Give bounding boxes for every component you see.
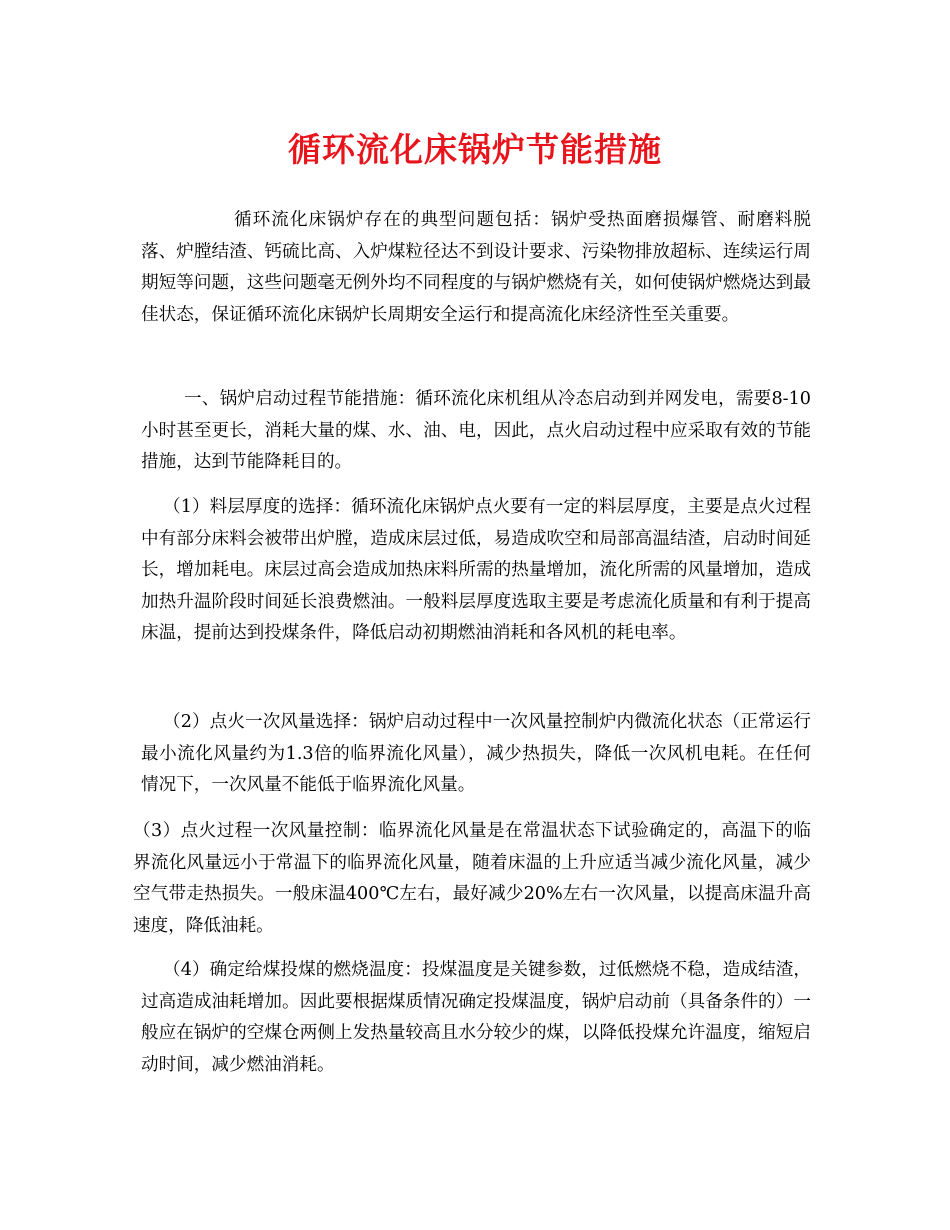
item-1-paragraph: （1）料层厚度的选择：循环流化床锅炉点火要有一定的料层厚度，主要是点火过程中有部分床料会被带出炉膛，造成床层过低，易造成吹空和局部高温结渣，启动时间延长，增加耗电。床层过高会造成加热床料所需的热量增加，流化所需的风量增加，造成加热升温阶段时间延长浪费燃油。一般料层厚度选取主要是考虑流化质量和有利于提高床温，提前达到投煤条件，降低启动初期燃油消耗和各风机的耗电率。 <box>141 497 811 643</box>
document-title: 循环流化床锅炉节能措施 <box>288 130 662 169</box>
item-2-paragraph: （2）点火一次风量选择：锅炉启动过程中一次风量控制炉内微流化状态（正常运行最小流化风量约为1.3倍的临界流化风量），减少热损失，降低一次风机电耗。在任何情况下，一次风量不能低于临界流化风量。 <box>141 712 811 795</box>
section-one-paragraph: 一、锅炉启动过程节能措施：循环流化床机组从冷态启动到并网发电，需要8-10小时甚至更长，消耗大量的煤、水、油、电，因此，点火启动过程中应采取有效的节能措施，达到节能降耗目的。 <box>141 389 811 472</box>
item-3-paragraph: （3）点火过程一次风量控制：临界流化风量是在常温状态下试验确定的，高温下的临界流化风量远小于常温下的临界流化风量，随着床温的上升应适当减少流化风量，减少空气带走热损失。一般床温400℃左右，最好减少20%左右一次风量，以提高床温升高速度，降低油耗。 <box>133 821 811 936</box>
item-4-paragraph: （4）确定给煤投煤的燃烧温度：投煤温度是关键参数，过低燃烧不稳，造成结渣，过高造成油耗增加。因此要根据煤质情况确定投煤温度，锅炉启动前（具备条件的）一般应在锅炉的空煤仓两侧上发热量较高且水分较少的煤，以降低投煤允许温度，缩短启动时间，减少燃油消耗。 <box>141 960 811 1075</box>
intro-paragraph: 循环流化床锅炉存在的典型问题包括：锅炉受热面磨损爆管、耐磨料脱落、炉膛结渣、钙硫比高、入炉煤粒径达不到设计要求、污染物排放超标、连续运行周期短等问题，这些问题毫无例外均不同程度的与锅炉燃烧有关，如何使锅炉燃烧达到最佳状态，保证循环流化床锅炉长周期安全运行和提高流化床经济性至关重要。 <box>141 210 811 325</box>
